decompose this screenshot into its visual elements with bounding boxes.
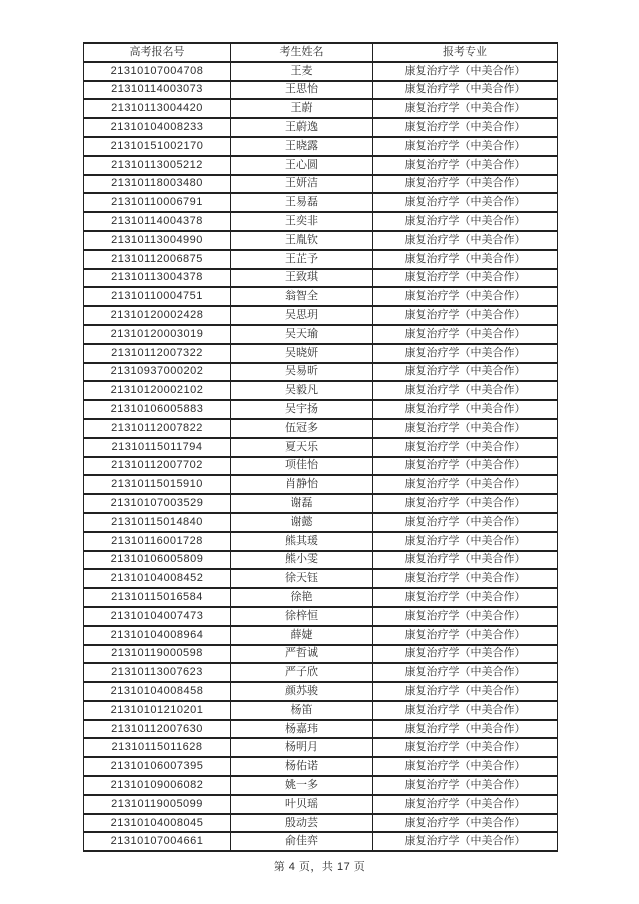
table-row	[84, 438, 558, 457]
cell-id: 21310104008045	[84, 814, 231, 833]
cell-id: 21310112007322	[84, 344, 231, 363]
cell-id: 21310120002102	[84, 381, 231, 400]
column-header-exam-id: 高考报名号	[84, 43, 231, 62]
cell-id: 21310112006875	[84, 250, 231, 269]
cell-id: 21310104008458	[84, 682, 231, 701]
cell-name: 王芷予	[231, 250, 373, 269]
table-header-row	[84, 43, 558, 62]
cell-major: 康复治疗学（中美合作）	[373, 363, 558, 382]
table-row	[84, 118, 558, 137]
column-header-applied-major: 报考专业	[373, 43, 558, 62]
cell-major: 康复治疗学（中美合作）	[373, 720, 558, 739]
cell-major: 康复治疗学（中美合作）	[373, 457, 558, 476]
cell-id: 21310115015910	[84, 475, 231, 494]
cell-id: 21310114004378	[84, 212, 231, 231]
table-row	[84, 344, 558, 363]
cell-major: 康复治疗学（中美合作）	[373, 513, 558, 532]
cell-major: 康复治疗学（中美合作）	[373, 494, 558, 513]
cell-major: 康复治疗学（中美合作）	[373, 231, 558, 250]
cell-name: 叶贝瑶	[231, 795, 373, 814]
cell-name: 杨佑诺	[231, 757, 373, 776]
cell-name: 伍冠多	[231, 419, 373, 438]
table-row	[84, 682, 558, 701]
cell-major: 康复治疗学（中美合作）	[373, 81, 558, 100]
cell-id: 21310107004661	[84, 832, 231, 851]
cell-name: 吴毅凡	[231, 381, 373, 400]
table-row	[84, 626, 558, 645]
table-row	[84, 720, 558, 739]
table-row	[84, 663, 558, 682]
table-row	[84, 832, 558, 851]
table-row	[84, 588, 558, 607]
cell-id: 21310113005212	[84, 156, 231, 175]
cell-name: 王妍洁	[231, 175, 373, 194]
cell-name: 翁智全	[231, 287, 373, 306]
cell-name: 徐梓恒	[231, 607, 373, 626]
cell-name: 吴晓妍	[231, 344, 373, 363]
cell-id: 21310110004751	[84, 287, 231, 306]
cell-major: 康复治疗学（中美合作）	[373, 287, 558, 306]
cell-id: 21310106005883	[84, 400, 231, 419]
cell-major: 康复治疗学（中美合作）	[373, 175, 558, 194]
cell-major: 康复治疗学（中美合作）	[373, 137, 558, 156]
table-row	[84, 193, 558, 212]
table-row	[84, 306, 558, 325]
table-row	[84, 738, 558, 757]
table-row	[84, 175, 558, 194]
cell-major: 康复治疗学（中美合作）	[373, 419, 558, 438]
cell-name: 王致琪	[231, 269, 373, 288]
cell-name: 薛婕	[231, 626, 373, 645]
cell-name: 吴易昕	[231, 363, 373, 382]
table-row	[84, 62, 558, 81]
page-number-text: 第 4 页，共 17 页	[273, 861, 366, 873]
cell-id: 21310104008233	[84, 118, 231, 137]
table-row	[84, 363, 558, 382]
cell-name: 王易磊	[231, 193, 373, 212]
cell-id: 21310151002170	[84, 137, 231, 156]
cell-name: 王奕非	[231, 212, 373, 231]
cell-major: 康复治疗学（中美合作）	[373, 438, 558, 457]
page-footer	[0, 858, 639, 874]
cell-major: 康复治疗学（中美合作）	[373, 626, 558, 645]
cell-name: 项佳怡	[231, 457, 373, 476]
table-row	[84, 287, 558, 306]
cell-id: 21310116001728	[84, 532, 231, 551]
cell-id: 21310113004378	[84, 269, 231, 288]
table-row	[84, 776, 558, 795]
cell-id: 21310109006082	[84, 776, 231, 795]
cell-id: 21310120002428	[84, 306, 231, 325]
cell-major: 康复治疗学（中美合作）	[373, 306, 558, 325]
cell-major: 康复治疗学（中美合作）	[373, 663, 558, 682]
cell-name: 王麦	[231, 62, 373, 81]
cell-id: 21310113004990	[84, 231, 231, 250]
table-row	[84, 400, 558, 419]
cell-id: 21310101210201	[84, 701, 231, 720]
cell-name: 俞佳弈	[231, 832, 373, 851]
table-row	[84, 419, 558, 438]
table-row	[84, 607, 558, 626]
cell-major: 康复治疗学（中美合作）	[373, 588, 558, 607]
cell-name: 王胤钦	[231, 231, 373, 250]
cell-name: 颜苏骏	[231, 682, 373, 701]
table-row	[84, 250, 558, 269]
cell-name: 吴天瑜	[231, 325, 373, 344]
cell-name: 吴宇扬	[231, 400, 373, 419]
cell-major: 康复治疗学（中美合作）	[373, 701, 558, 720]
cell-major: 康复治疗学（中美合作）	[373, 682, 558, 701]
cell-major: 康复治疗学（中美合作）	[373, 99, 558, 118]
cell-major: 康复治疗学（中美合作）	[373, 776, 558, 795]
cell-major: 康复治疗学（中美合作）	[373, 381, 558, 400]
table-row	[84, 814, 558, 833]
table-row	[84, 551, 558, 570]
table-row	[84, 457, 558, 476]
cell-id: 21310118003480	[84, 175, 231, 194]
cell-id: 21310112007630	[84, 720, 231, 739]
cell-name: 熊小雯	[231, 551, 373, 570]
cell-major: 康复治疗学（中美合作）	[373, 814, 558, 833]
table-row	[84, 701, 558, 720]
cell-name: 徐艳	[231, 588, 373, 607]
cell-name: 夏天乐	[231, 438, 373, 457]
table-row	[84, 795, 558, 814]
cell-major: 康复治疗学（中美合作）	[373, 344, 558, 363]
cell-name: 王蔚	[231, 99, 373, 118]
cell-id: 21310104007473	[84, 607, 231, 626]
cell-id: 21310113004420	[84, 99, 231, 118]
cell-name: 严哲诚	[231, 645, 373, 664]
table-body	[84, 62, 558, 851]
cell-major: 康复治疗学（中美合作）	[373, 193, 558, 212]
table-row	[84, 212, 558, 231]
cell-name: 谢磊	[231, 494, 373, 513]
table-row	[84, 532, 558, 551]
cell-name: 吴思玥	[231, 306, 373, 325]
cell-id: 21310120003019	[84, 325, 231, 344]
cell-name: 严子欣	[231, 663, 373, 682]
cell-name: 谢懿	[231, 513, 373, 532]
cell-id: 21310115016584	[84, 588, 231, 607]
table-row	[84, 381, 558, 400]
cell-major: 康复治疗学（中美合作）	[373, 757, 558, 776]
table-row	[84, 513, 558, 532]
cell-id: 21310115011628	[84, 738, 231, 757]
cell-major: 康复治疗学（中美合作）	[373, 551, 558, 570]
table-row	[84, 757, 558, 776]
cell-id: 21310106007395	[84, 757, 231, 776]
cell-major: 康复治疗学（中美合作）	[373, 156, 558, 175]
cell-name: 杨嘉玮	[231, 720, 373, 739]
cell-major: 康复治疗学（中美合作）	[373, 212, 558, 231]
cell-id: 21310119005099	[84, 795, 231, 814]
cell-name: 王晓露	[231, 137, 373, 156]
cell-major: 康复治疗学（中美合作）	[373, 400, 558, 419]
cell-name: 杨明月	[231, 738, 373, 757]
table-row	[84, 645, 558, 664]
table-row	[84, 156, 558, 175]
cell-id: 21310115014840	[84, 513, 231, 532]
cell-major: 康复治疗学（中美合作）	[373, 118, 558, 137]
cell-major: 康复治疗学（中美合作）	[373, 250, 558, 269]
cell-major: 康复治疗学（中美合作）	[373, 269, 558, 288]
table-header	[84, 43, 558, 62]
cell-id: 21310114003073	[84, 81, 231, 100]
table-row	[84, 325, 558, 344]
cell-id: 21310113007623	[84, 663, 231, 682]
cell-major: 康复治疗学（中美合作）	[373, 795, 558, 814]
cell-id: 21310107003529	[84, 494, 231, 513]
table-row	[84, 475, 558, 494]
cell-name: 肖静怡	[231, 475, 373, 494]
cell-name: 王心圆	[231, 156, 373, 175]
cell-name: 王蔚逸	[231, 118, 373, 137]
table-row	[84, 137, 558, 156]
table-row	[84, 81, 558, 100]
cell-major: 康复治疗学（中美合作）	[373, 62, 558, 81]
cell-id: 21310112007702	[84, 457, 231, 476]
cell-name: 杨笛	[231, 701, 373, 720]
cell-major: 康复治疗学（中美合作）	[373, 569, 558, 588]
cell-major: 康复治疗学（中美合作）	[373, 645, 558, 664]
cell-id: 21310937000202	[84, 363, 231, 382]
cell-major: 康复治疗学（中美合作）	[373, 325, 558, 344]
cell-id: 21310104008964	[84, 626, 231, 645]
cell-name: 殷动芸	[231, 814, 373, 833]
cell-id: 21310107004708	[84, 62, 231, 81]
cell-id: 21310110006791	[84, 193, 231, 212]
cell-name: 熊其瑗	[231, 532, 373, 551]
cell-id: 21310119000598	[84, 645, 231, 664]
candidate-table	[83, 42, 558, 852]
cell-id: 21310112007822	[84, 419, 231, 438]
cell-major: 康复治疗学（中美合作）	[373, 607, 558, 626]
cell-name: 姚一多	[231, 776, 373, 795]
table-row	[84, 231, 558, 250]
cell-major: 康复治疗学（中美合作）	[373, 475, 558, 494]
cell-name: 徐天钰	[231, 569, 373, 588]
table-row	[84, 269, 558, 288]
cell-id: 21310115011794	[84, 438, 231, 457]
table-row	[84, 99, 558, 118]
table-row	[84, 494, 558, 513]
table-row	[84, 569, 558, 588]
cell-id: 21310104008452	[84, 569, 231, 588]
column-header-candidate-name: 考生姓名	[231, 43, 373, 62]
cell-name: 王思怡	[231, 81, 373, 100]
cell-major: 康复治疗学（中美合作）	[373, 832, 558, 851]
cell-major: 康复治疗学（中美合作）	[373, 738, 558, 757]
cell-major: 康复治疗学（中美合作）	[373, 532, 558, 551]
cell-id: 21310106005809	[84, 551, 231, 570]
